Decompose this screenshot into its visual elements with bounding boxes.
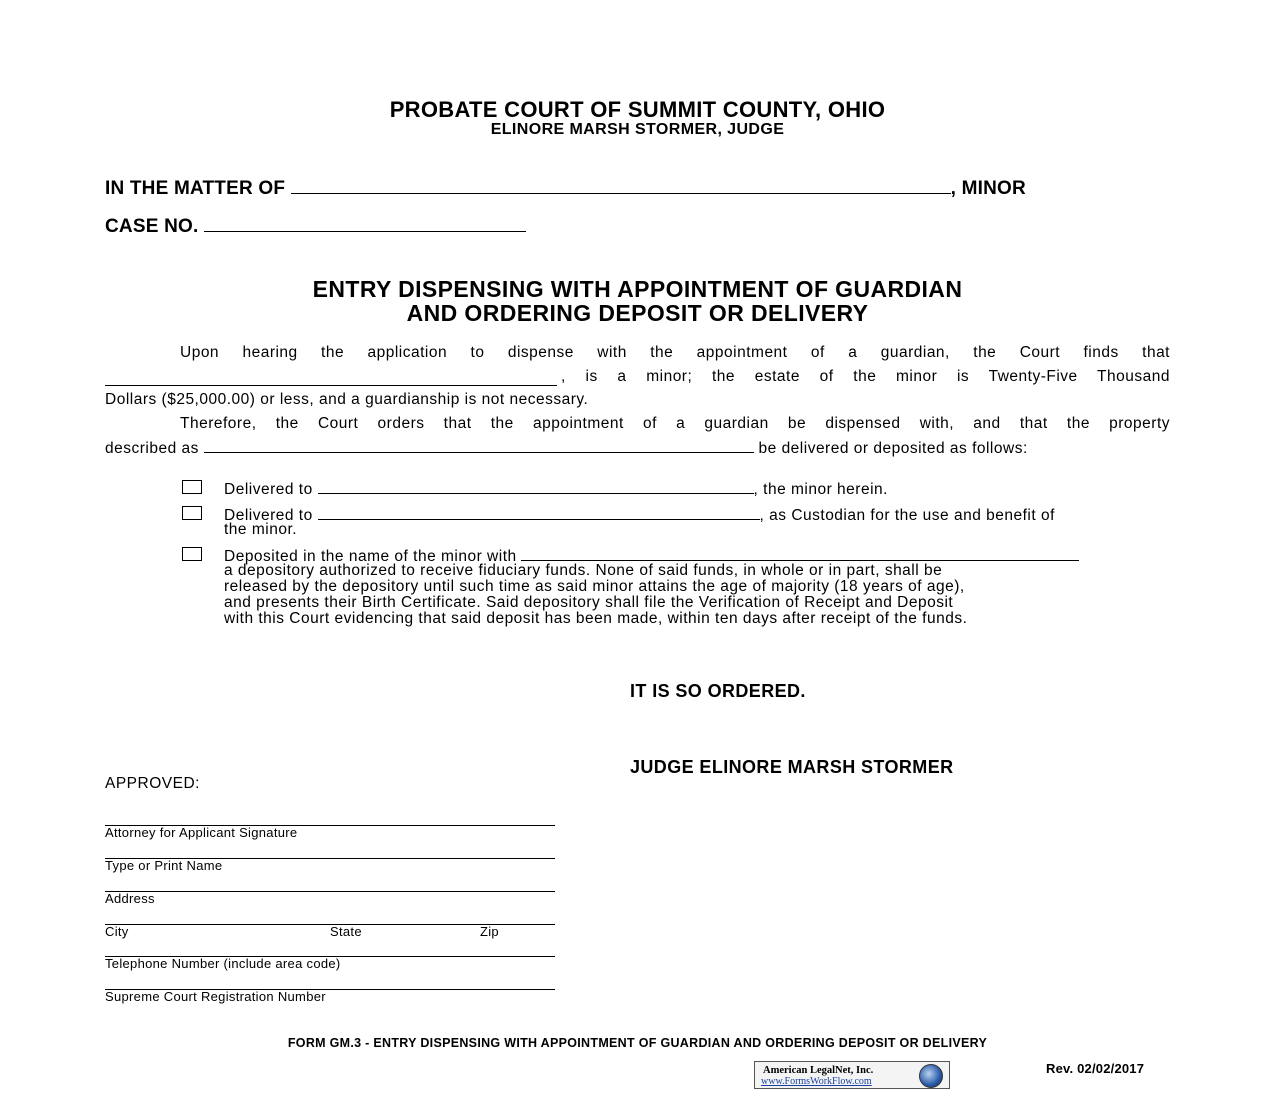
judge-signature-name: JUDGE ELINORE MARSH STORMER bbox=[630, 757, 954, 777]
address-label: Address bbox=[105, 891, 155, 906]
option-1-prefix: Delivered to bbox=[224, 481, 313, 498]
minor-label: , MINOR bbox=[950, 178, 1026, 199]
telephone-label: Telephone Number (include area code) bbox=[105, 956, 341, 971]
para1-line3: Dollars ($25,000.00) or less, and a guardianship is not necessary. bbox=[105, 391, 589, 408]
property-description-field[interactable] bbox=[204, 438, 754, 453]
entry-title-line1: ENTRY DISPENSING WITH APPOINTMENT OF GUARDIAN bbox=[312, 276, 963, 302]
para1-line1: Upon hearing the application to dispense with the appointment of a guardian, the Court finds that bbox=[180, 344, 1170, 361]
option-3-depository-field[interactable] bbox=[521, 546, 1079, 561]
para2-line1: Therefore, the Court orders that the appointment of a guardian be dispensed with, and that the property bbox=[180, 415, 1170, 432]
judge-name: ELINORE MARSH STORMER, JUDGE bbox=[490, 121, 785, 138]
form-footer-title: FORM GM.3 - ENTRY DISPENSING WITH APPOINTMENT OF GUARDIAN AND ORDERING DEPOSIT OR DELIVERY bbox=[287, 1036, 988, 1050]
para1-line2 bbox=[105, 368, 1170, 386]
option-3-line3: released by the depository until such time as said minor attains the age of majority (18 years of age), bbox=[224, 578, 965, 595]
option-3-prefix: Deposited in the name of the minor with bbox=[224, 548, 517, 565]
logo-website-link[interactable]: www.FormsWorkFlow.com bbox=[761, 1076, 872, 1087]
approved-label: APPROVED: bbox=[105, 775, 200, 792]
minor-name-field[interactable] bbox=[291, 179, 951, 194]
delivered-label: be delivered or deposited as follows: bbox=[758, 440, 1028, 457]
option-3-line2: a depository authorized to receive fiduciary funds. None of said funds, in whole or in part, shall be bbox=[224, 562, 943, 579]
option-3-line4: and presents their Birth Certificate. Said depository shall file the Verification of Receipt and Deposit bbox=[224, 594, 954, 611]
logo-company-name: American LegalNet, Inc. bbox=[763, 1065, 874, 1076]
american-legalnet-logo[interactable] bbox=[754, 1061, 950, 1089]
matter-line bbox=[105, 178, 1026, 200]
case-number-field[interactable] bbox=[204, 217, 526, 232]
option-1-recipient-field[interactable] bbox=[318, 479, 754, 494]
revision-date: Rev. 02/02/2017 bbox=[1046, 1061, 1145, 1076]
option-2-suffix: , as Custodian for the use and benefit of bbox=[759, 507, 1055, 524]
matter-label: IN THE MATTER OF bbox=[105, 178, 286, 199]
globe-icon bbox=[919, 1064, 943, 1088]
so-ordered: IT IS SO ORDERED. bbox=[630, 681, 806, 701]
option-1-suffix: , the minor herein. bbox=[753, 481, 888, 498]
para1-line2-text: , is a minor; the estate of the minor is Twenty-Five Thousand bbox=[561, 368, 1170, 385]
option-1-text bbox=[224, 479, 888, 499]
option-2-text bbox=[224, 505, 1055, 525]
attorney-signature-label: Attorney for Applicant Signature bbox=[105, 825, 298, 840]
option-2-custodian-field[interactable] bbox=[318, 505, 760, 520]
address-line[interactable] bbox=[105, 891, 555, 892]
option-2-line2: the minor. bbox=[224, 521, 298, 538]
option-delivered-minor-checkbox[interactable] bbox=[182, 480, 202, 494]
city-label: City bbox=[105, 924, 129, 939]
state-label: State bbox=[330, 924, 362, 939]
option-3-line5: with this Court evidencing that said deposit has been made, within ten days after receipt of the funds. bbox=[224, 610, 968, 627]
zip-label: Zip bbox=[480, 924, 499, 939]
case-label: CASE NO. bbox=[105, 216, 199, 237]
case-line bbox=[105, 216, 526, 238]
minor-name-field-2[interactable] bbox=[105, 371, 557, 386]
entry-title-line2: AND ORDERING DEPOSIT OR DELIVERY bbox=[406, 300, 869, 326]
print-name-label: Type or Print Name bbox=[105, 858, 223, 873]
described-as-label: described as bbox=[105, 440, 199, 457]
option-2-prefix: Delivered to bbox=[224, 507, 313, 524]
option-delivered-custodian-checkbox[interactable] bbox=[182, 506, 202, 520]
para2-line2 bbox=[105, 438, 1028, 458]
registration-label: Supreme Court Registration Number bbox=[105, 989, 326, 1004]
option-deposited-checkbox[interactable] bbox=[182, 547, 202, 561]
court-name: PROBATE COURT OF SUMMIT COUNTY, OHIO bbox=[389, 97, 886, 122]
